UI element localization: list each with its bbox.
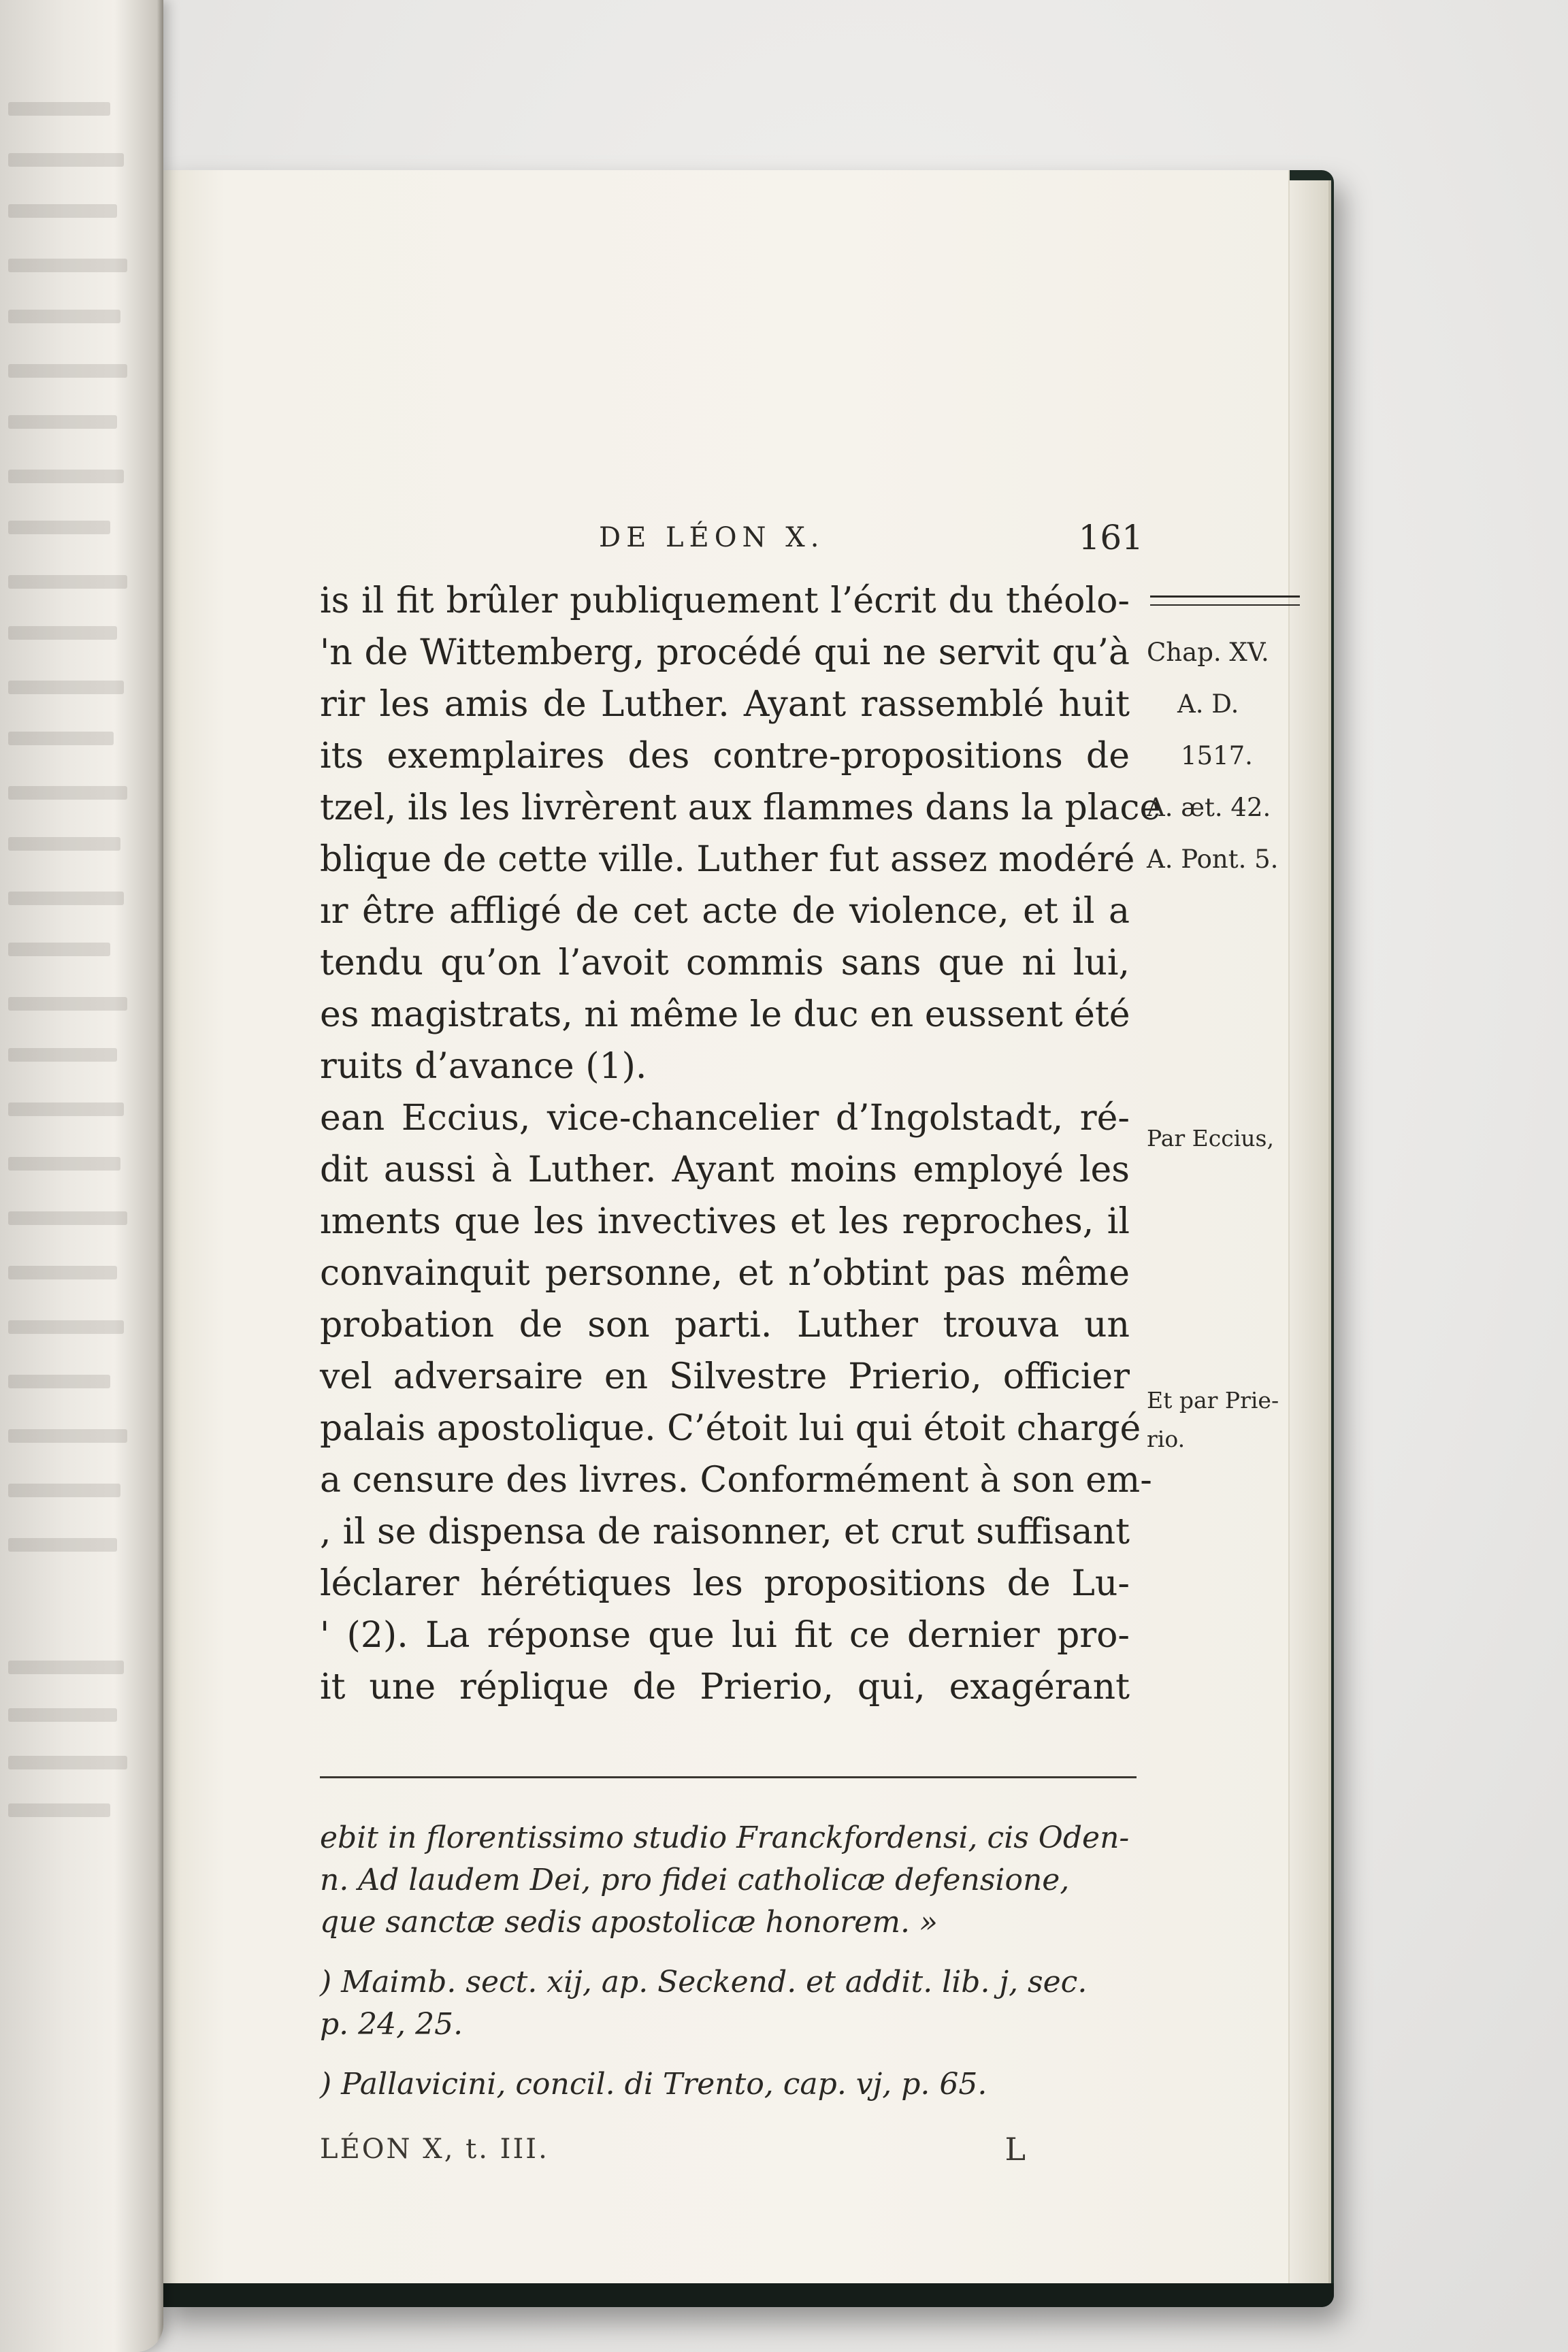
margin-note-pontificate: A. Pont. 5. — [1147, 845, 1279, 874]
text-line: blique de cette ville. Luther fut assez modéré — [320, 839, 1135, 880]
margin-note-ad: A. D. — [1177, 689, 1239, 719]
footnote-line: ) Pallavicini, concil. di Trento, cap. vj, p. 65. — [320, 2067, 987, 2102]
cover-bottom-edge — [157, 2283, 1334, 2307]
footnote-rule — [320, 1776, 1137, 1778]
text-line: ır être affligé de cet acte de violence, et il a — [320, 891, 1130, 932]
text-line: vel adversaire en Silvestre Prierio, officier — [320, 1356, 1130, 1397]
margin-note-year: 1517. — [1181, 741, 1253, 770]
text-line: its exemplaires des contre-propositions de — [320, 736, 1130, 777]
footnote-line: ) Maimb. sect. xij, ap. Seckend. et addit. lib. j, sec. — [320, 1965, 1088, 1999]
footnote-line: que sanctæ sedis apostolicæ honorem. » — [320, 1905, 938, 1940]
text-line: léclarer hérétiques les propositions de Lu- — [320, 1563, 1130, 1604]
signature-letter: L — [1004, 2131, 1028, 2168]
margin-note-prierio: Et par Prie- — [1147, 1387, 1279, 1414]
footnote-line: ebit in florentissimo studio Franckfordensi, cis Oden- — [320, 1820, 1130, 1855]
margin-note-age: A. æt. 42. — [1147, 793, 1271, 822]
text-line: ' (2). La réponse que lui fit ce dernier pro- — [320, 1615, 1130, 1656]
text-line: , il se dispensa de raisonner, et crut suffisant — [320, 1512, 1130, 1552]
text-line: tendu qu’on l’avoit commis sans que ni lui, — [320, 943, 1130, 983]
footnote-line: n. Ad laudem Dei, pro fidei catholicæ defensione, — [320, 1863, 1070, 1897]
text-line: convainquit personne, et n’obtint pas même — [320, 1253, 1130, 1294]
text-line: dit aussi à Luther. Ayant moins employé les — [320, 1149, 1130, 1190]
text-line: 'n de Wittemberg, procédé qui ne servit qu’à — [320, 632, 1130, 673]
text-line: a censure des livres. Conformément à son em- — [320, 1460, 1152, 1501]
signature-mark: LÉON X, t. III. — [320, 2134, 549, 2165]
text-line: is il fit brûler publiquement l’écrit du théolo- — [320, 581, 1130, 621]
footnotes — [320, 1817, 1137, 2106]
text-line: ruits d’avance (1). — [320, 1046, 647, 1087]
page-number: 161 — [1078, 518, 1143, 557]
text-line: ean Eccius, vice-chancelier d’Ingolstadt, ré- — [320, 1098, 1130, 1139]
text-line: probation de son parti. Luther trouva un — [320, 1305, 1130, 1345]
text-line: palais apostolique. C’étoit lui qui étoit chargé — [320, 1408, 1141, 1449]
text-line: ıments que les invectives et les reproches, il — [320, 1201, 1130, 1242]
footnote-line: p. 24, 25. — [320, 2007, 463, 2042]
text-line: it une réplique de Prierio, qui, exagérant — [320, 1667, 1130, 1708]
running-head-title: DE LÉON X. — [599, 522, 825, 553]
book-page — [157, 170, 1290, 2287]
margin-note-eccius: Par Eccius, — [1147, 1125, 1274, 1152]
margin-note-chapter: Chap. XV. — [1147, 638, 1269, 667]
facing-page-edge — [0, 0, 163, 2352]
text-line: tzel, ils les livrèrent aux flammes dans la place — [320, 787, 1161, 828]
text-line: es magistrats, ni même le duc en eussent été — [320, 994, 1130, 1035]
margin-note-prierio-cont: rio. — [1147, 1426, 1186, 1452]
text-line: rir les amis de Luther. Ayant rassemblé huit — [320, 684, 1130, 725]
body-text — [320, 575, 1161, 1713]
margin-double-rule — [1150, 595, 1300, 606]
running-head — [599, 514, 1143, 561]
